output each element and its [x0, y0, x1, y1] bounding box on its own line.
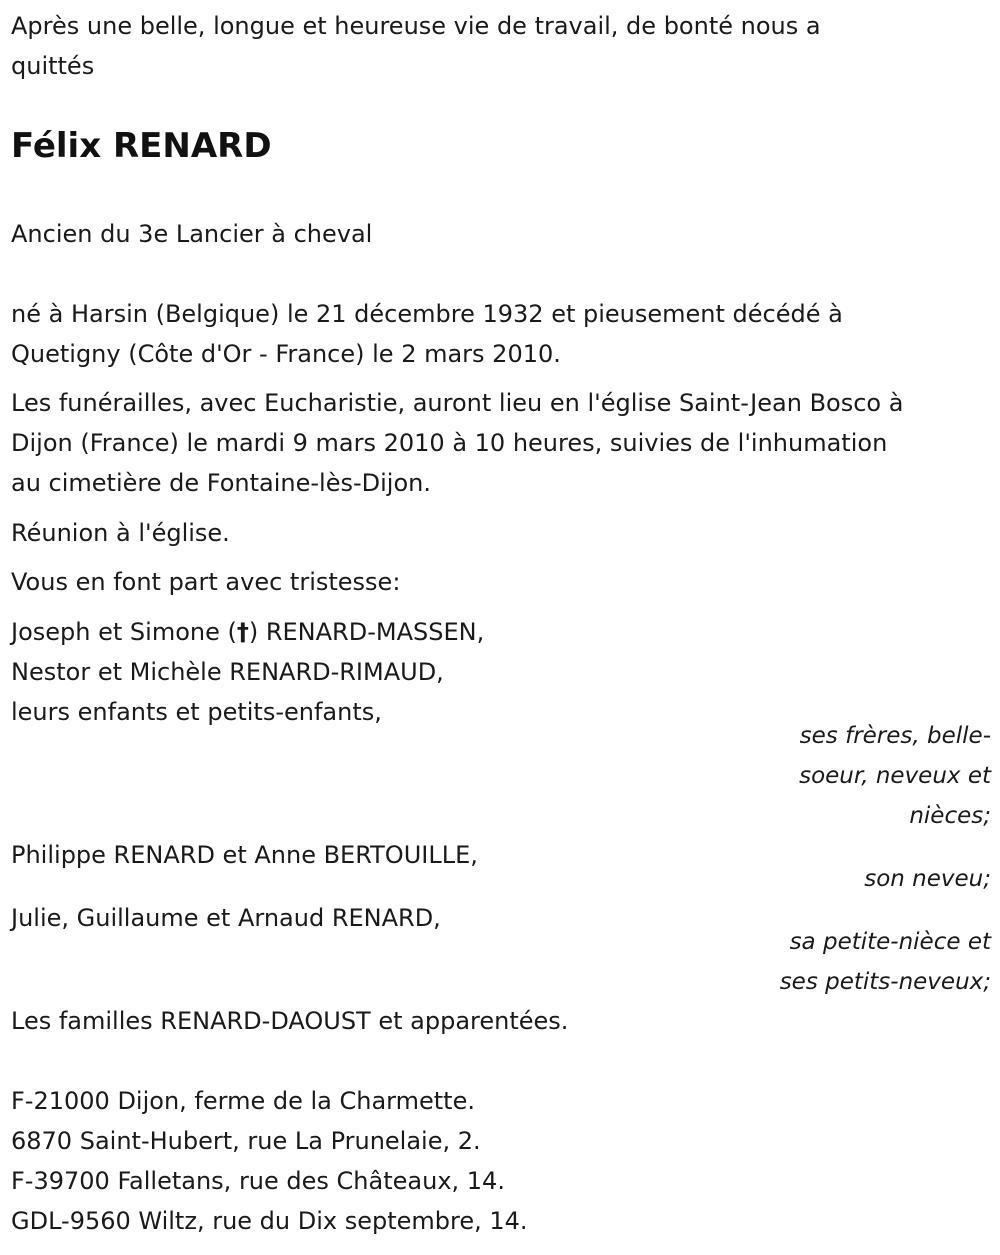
grandnephews-role-line-1: sa petite-nièce et [789, 929, 991, 955]
siblings-role-line-3: nièces; [909, 803, 991, 829]
address-line-1: F-21000 Dijon, ferme de la Charmette. [11, 1087, 475, 1115]
funeral-line-1: Les funérailles, avec Eucharistie, auront lieu en l'église Saint-Jean Bosco à [11, 389, 904, 417]
address-line-4: GDL-9560 Wiltz, rue du Dix septembre, 14. [11, 1207, 528, 1235]
siblings-role-line-2: soeur, neveux et [799, 763, 991, 789]
funeral-line-2: Dijon (France) le mardi 9 mars 2010 à 10 heures, suivies de l'inhumation [11, 429, 888, 457]
nephew-role: son neveu; [864, 866, 991, 892]
announcement: Vous en font part avec tristesse: [11, 568, 401, 596]
deceased-subtitle: Ancien du 3e Lancier à cheval [11, 220, 373, 248]
address-line-2: 6870 Saint-Hubert, rue La Prunelaie, 2. [11, 1127, 481, 1155]
grandnephews-names: Julie, Guillaume et Arnaud RENARD, [11, 904, 441, 932]
birth-death-line-2: Quetigny (Côte d'Or - France) le 2 mars 2010. [11, 340, 561, 368]
siblings-role-line-1: ses frères, belle- [799, 723, 991, 749]
cross-icon: † [236, 618, 249, 646]
siblings-line-1-start: Joseph et Simone ( [11, 618, 237, 646]
funeral-line-3: au cimetière de Fontaine-lès-Dijon. [11, 469, 431, 497]
siblings-line-3: leurs enfants et petits-enfants, [11, 698, 382, 726]
siblings-line-2: Nestor et Michèle RENARD-RIMAUD, [11, 658, 444, 686]
gathering-note: Réunion à l'église. [11, 519, 230, 547]
siblings-line-1 [11, 612, 484, 652]
birth-death-line-1: né à Harsin (Belgique) le 21 décembre 1932 et pieusement décédé à [11, 300, 843, 328]
intro-line-1: Après une belle, longue et heureuse vie de travail, de bonté nous a [11, 12, 821, 40]
siblings-line-1-end: ) RENARD-MASSEN, [248, 618, 485, 646]
grandnephews-role-line-2: ses petits-neveux; [779, 969, 991, 995]
nephew-names: Philippe RENARD et Anne BERTOUILLE, [11, 841, 478, 869]
address-line-3: F-39700 Falletans, rue des Châteaux, 14. [11, 1167, 505, 1195]
deceased-name: Félix RENARD [11, 126, 272, 166]
families-line: Les familles RENARD-DAOUST et apparentées. [11, 1007, 569, 1035]
intro-line-2: quittés [11, 52, 95, 80]
